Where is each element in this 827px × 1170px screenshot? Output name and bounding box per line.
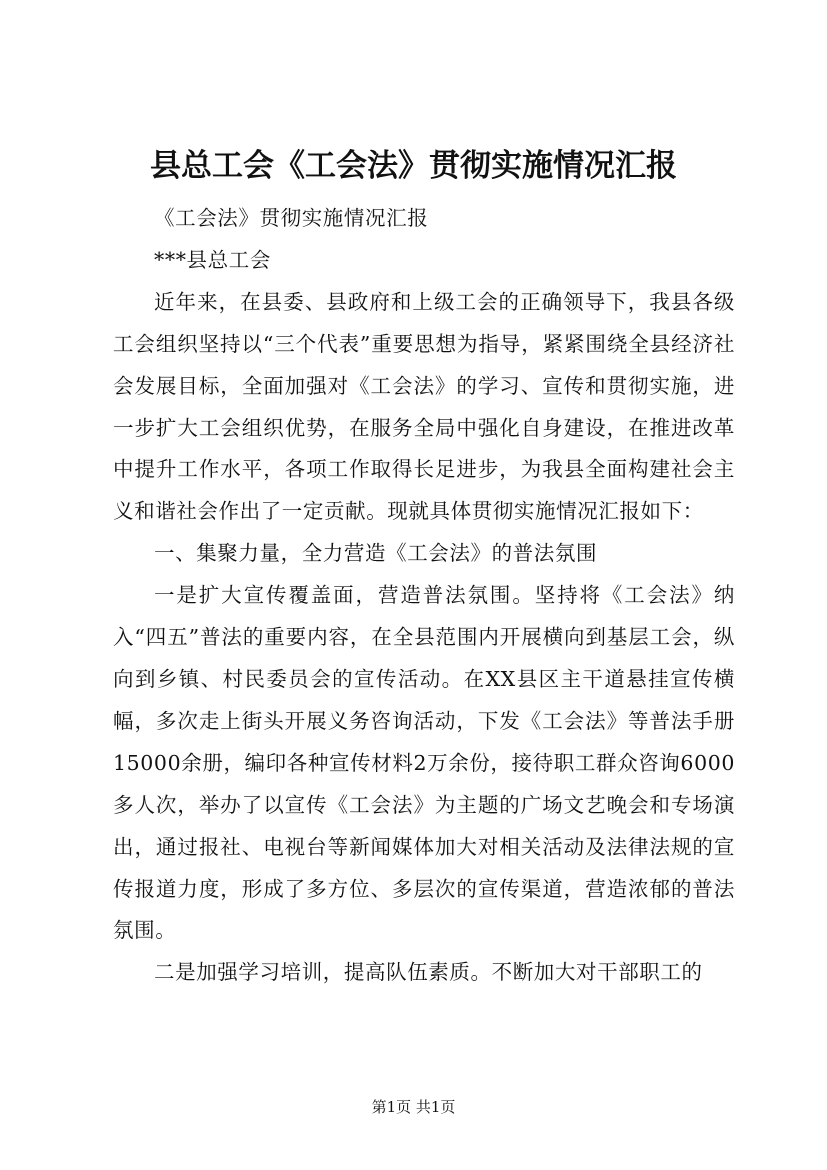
body-paragraph: 二是加强学习培训，提高队伍素质。不断加大对干部职工的: [154, 960, 703, 985]
subtitle-paragraph: 《工会法》贯彻实施情况汇报: [154, 206, 429, 230]
author-paragraph: ***县总工会: [154, 247, 271, 272]
page-footer: 第1页 共1页: [371, 1098, 456, 1116]
document-body: [113, 198, 735, 994]
body-paragraph: 一是扩大宣传覆盖面，营造普法氛围。坚持将《工会法》纳入“四五”普法的重要内容，在全县范围内开展横向到基层工会，纵向到乡镇、村民委员会的宣传活动。在XX县区主干道悬挂宣传横幅，多次走上街头开展义务咨询活动，下发《工会法》等普法手册15000余册，编印各种宣传材料2万余份，接待职工群众咨询6000多人次，举办了以宣传《工会法》为主题的广场文艺晚会和专场演出，通过报社、电视台等新闻媒体加大对相关活动及法律法规的宣传报道力度，形成了多方位、多层次的宣传渠道，营造浓郁的普法氛围。: [113, 583, 735, 943]
intro-paragraph: 近年来，在县委、县政府和上级工会的正确领导下，我县各级工会组织坚持以“三个代表”重要思想为指导，紧紧围绕全县经济社会发展目标，全面加强对《工会法》的学习、宣传和贯彻实施，进一步扩大工会组织优势，在服务全局中强化自身建设，在推进改革中提升工作水平，各项工作取得长足进步，为我县全面构建社会主义和谐社会作出了一定贡献。现就具体贯彻实施情况汇报如下：: [113, 289, 735, 524]
document-title: 县总工会《工会法》贯彻实施情况汇报: [150, 148, 677, 184]
section-heading: 一、集聚力量，全力营造《工会法》的普法氛围: [154, 541, 598, 566]
